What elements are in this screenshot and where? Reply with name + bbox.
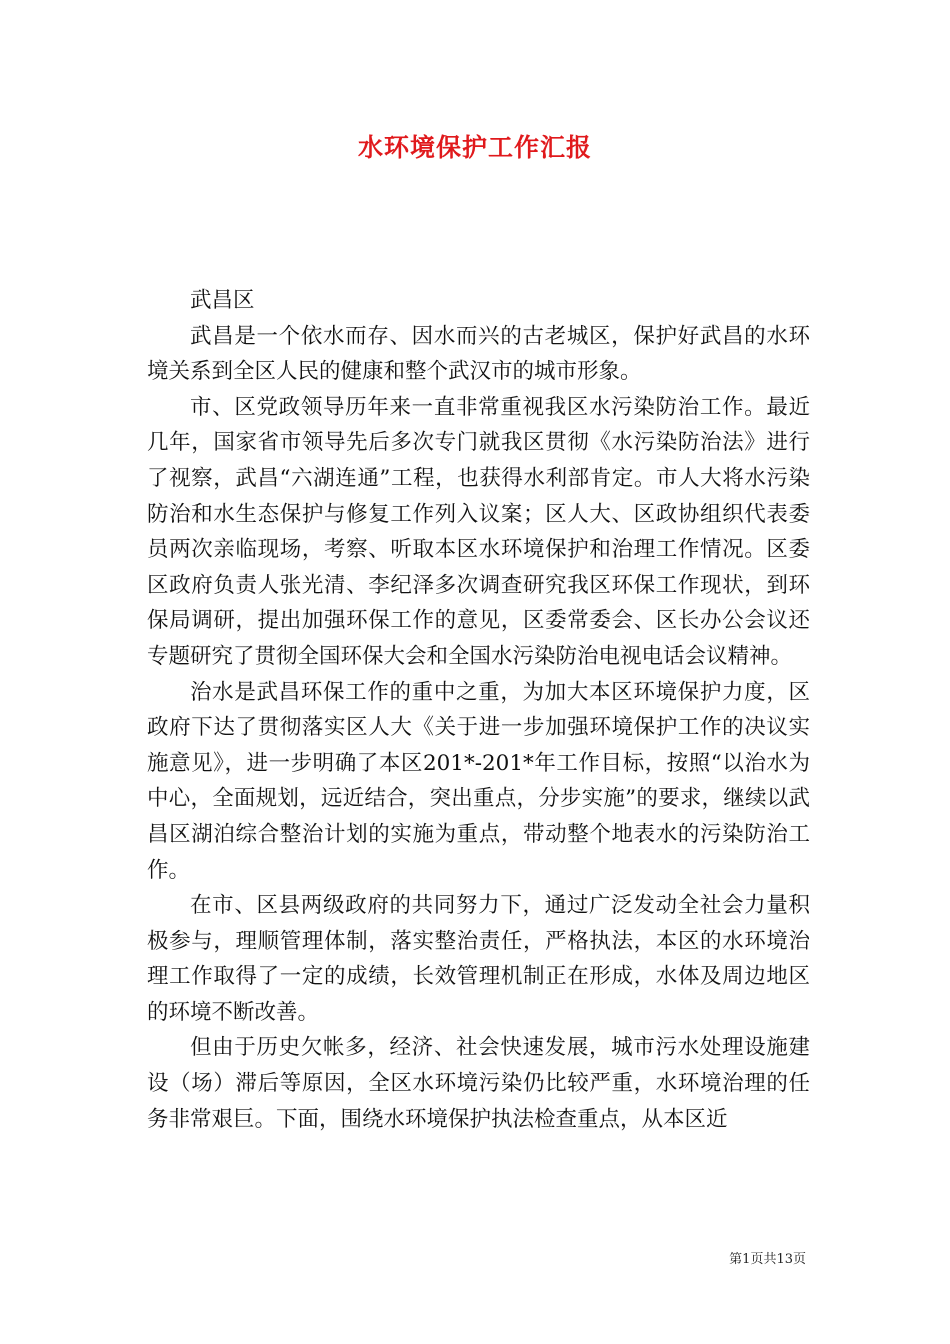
paragraph-leadership: 市、区党政领导历年来一直非常重视我区水污染防治工作。最近几年，国家省市领导先后多次专门就我区贯彻《水污染防治法》进行了视察，武昌“六湖连通”工程，也获得水利部肯定。市人大将水污染防治和水生态保护与修复工作列入议案；区人大、区政协组织代表委员两次亲临现场，考察、听取本区水环境保护和治理工作情况。区委区政府负责人张光清、李纪泽多次调查研究我区环保工作现状，到环保局调研，提出加强环保工作的意见，区委常委会、区长办公会议还专题研究了贯彻全国环保大会和全国水污染防治电视电话会议精神。: [147, 394, 810, 669]
page-number-footer: 第1页共13页: [729, 1252, 806, 1267]
paragraph-water-governance: 治水是武昌环保工作的重中之重，为加大本区环境保护力度，区政府下达了贯彻落实区人大《关于进一步加强环境保护工作的决议实施意见》，进一步明确了本区201*-201*年工作目标，按照“以治水为中心，全面规划，远近结合，突出重点，分步实施”的要求，继续以武昌区湖泊综合整治计划的实施为重点，带动整个地表水的污染防治工作。: [147, 679, 810, 883]
document-body: [147, 283, 810, 1137]
paragraph-achievements: 在市、区县两级政府的共同努力下，通过广泛发动全社会力量积极参与，理顺管理体制，落实整治责任，严格执法，本区的水环境治理工作取得了一定的成绩，长效管理机制正在形成，水体及周边地区的环境不断改善。: [147, 893, 810, 1025]
document-title: 水环境保护工作汇报: [357, 133, 592, 162]
paragraph-challenges: 但由于历史欠帐多，经济、社会快速发展，城市污水处理设施建设（场）滞后等原因，全区水环境污染仍比较严重，水环境治理的任务非常艰巨。下面，围绕水环境保护执法检查重点，从本区近: [147, 1035, 810, 1132]
paragraph-intro: 武昌是一个依水而存、因水而兴的古老城区，保护好武昌的水环境关系到全区人民的健康和整个武汉市的城市形象。: [147, 323, 810, 385]
paragraph-district: 武昌区: [190, 288, 255, 313]
